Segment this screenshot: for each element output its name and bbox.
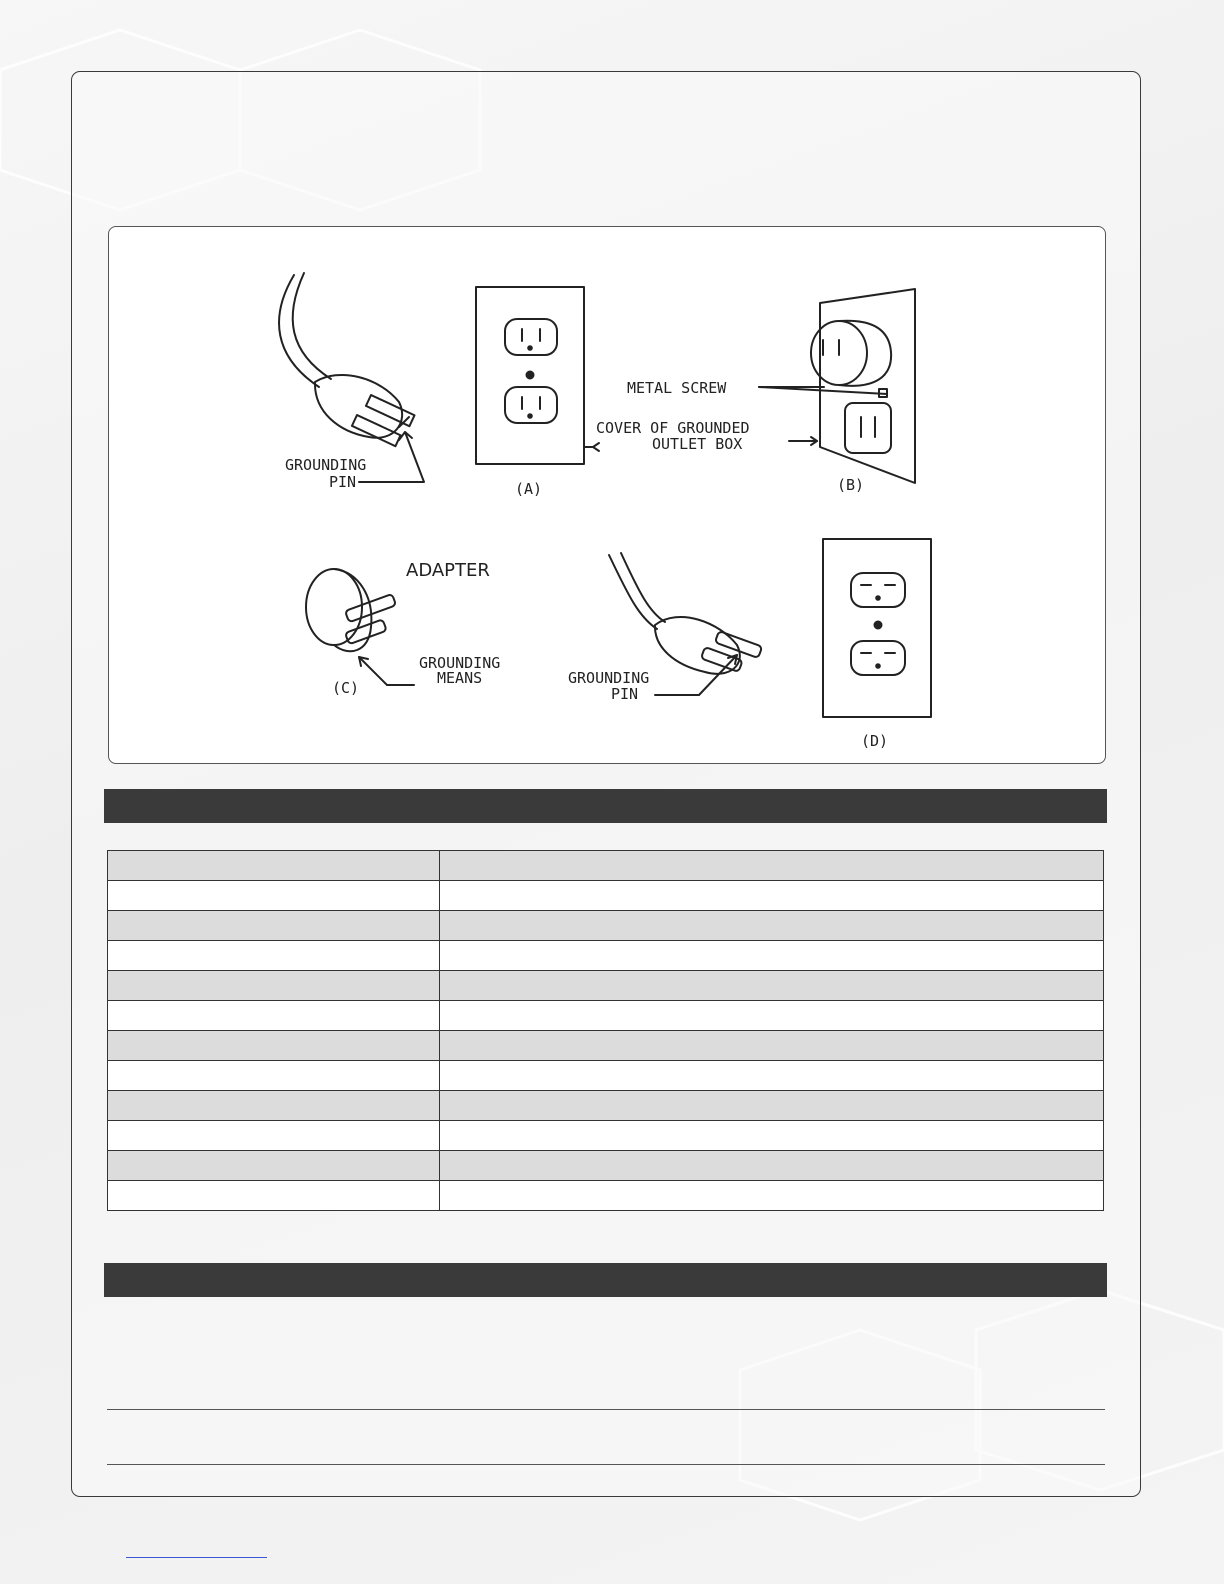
table-row xyxy=(108,1151,1104,1181)
notes-section-header xyxy=(104,1263,1107,1297)
spec-value xyxy=(440,881,1104,911)
spec-value xyxy=(440,1031,1104,1061)
spec-label xyxy=(108,1151,440,1181)
table-row xyxy=(108,1181,1104,1211)
spec-value xyxy=(440,1121,1104,1151)
grounding-means-label-line1: GROUNDING xyxy=(419,654,501,672)
cover-label-line1: COVER OF GROUNDED xyxy=(596,419,750,437)
spec-value xyxy=(440,911,1104,941)
spec-label xyxy=(108,911,440,941)
spec-label xyxy=(108,1181,440,1211)
table-row xyxy=(108,851,1104,881)
grounding-illustration xyxy=(109,227,1107,765)
notes-divider-bottom xyxy=(107,1464,1105,1465)
spec-label xyxy=(108,1031,440,1061)
caption-b: (B) xyxy=(837,476,865,494)
spec-value xyxy=(440,1091,1104,1121)
adapter-label: ADAPTER xyxy=(406,560,490,581)
caption-c: (C) xyxy=(332,679,360,697)
spec-label xyxy=(108,1061,440,1091)
plug-illustration-top xyxy=(279,273,424,482)
metal-screw-label: METAL SCREW xyxy=(627,379,727,397)
spec-label xyxy=(108,1001,440,1031)
adapter-c-illustration xyxy=(306,569,414,685)
caption-d: (D) xyxy=(861,732,889,750)
spec-value xyxy=(440,941,1104,971)
caption-a: (A) xyxy=(515,480,543,498)
grounding-pin-label-d-line1: GROUNDING xyxy=(568,669,650,687)
spec-label xyxy=(108,881,440,911)
grounding-pin-label-a-line2: PIN xyxy=(329,473,357,491)
notes-divider-top xyxy=(107,1409,1105,1410)
cover-label-line2: OUTLET BOX xyxy=(652,435,743,453)
spec-label xyxy=(108,851,440,881)
spec-value xyxy=(440,1181,1104,1211)
table-row xyxy=(108,1091,1104,1121)
table-row xyxy=(108,1121,1104,1151)
outlet-d-illustration xyxy=(823,539,931,717)
spec-value xyxy=(440,971,1104,1001)
table-row xyxy=(108,881,1104,911)
grounding-means-label-line2: MEANS xyxy=(437,669,483,687)
spec-table xyxy=(107,850,1104,1211)
grounding-pin-label-a-line1: GROUNDING xyxy=(285,456,367,474)
table-row xyxy=(108,911,1104,941)
spec-value xyxy=(440,1001,1104,1031)
spec-label xyxy=(108,941,440,971)
spec-label xyxy=(108,971,440,1001)
grounding-pin-label-d-line2: PIN xyxy=(611,685,639,703)
specs-section-header xyxy=(104,789,1107,823)
table-row xyxy=(108,971,1104,1001)
table-row xyxy=(108,1001,1104,1031)
spec-value xyxy=(440,1061,1104,1091)
spec-value xyxy=(440,1151,1104,1181)
spec-value xyxy=(440,851,1104,881)
table-row xyxy=(108,1061,1104,1091)
footer-link-underline[interactable] xyxy=(126,1557,267,1558)
spec-label xyxy=(108,1091,440,1121)
table-row xyxy=(108,1031,1104,1061)
spec-label xyxy=(108,1121,440,1151)
grounding-figure xyxy=(108,226,1106,764)
table-row xyxy=(108,941,1104,971)
outlet-a-illustration xyxy=(476,287,584,464)
